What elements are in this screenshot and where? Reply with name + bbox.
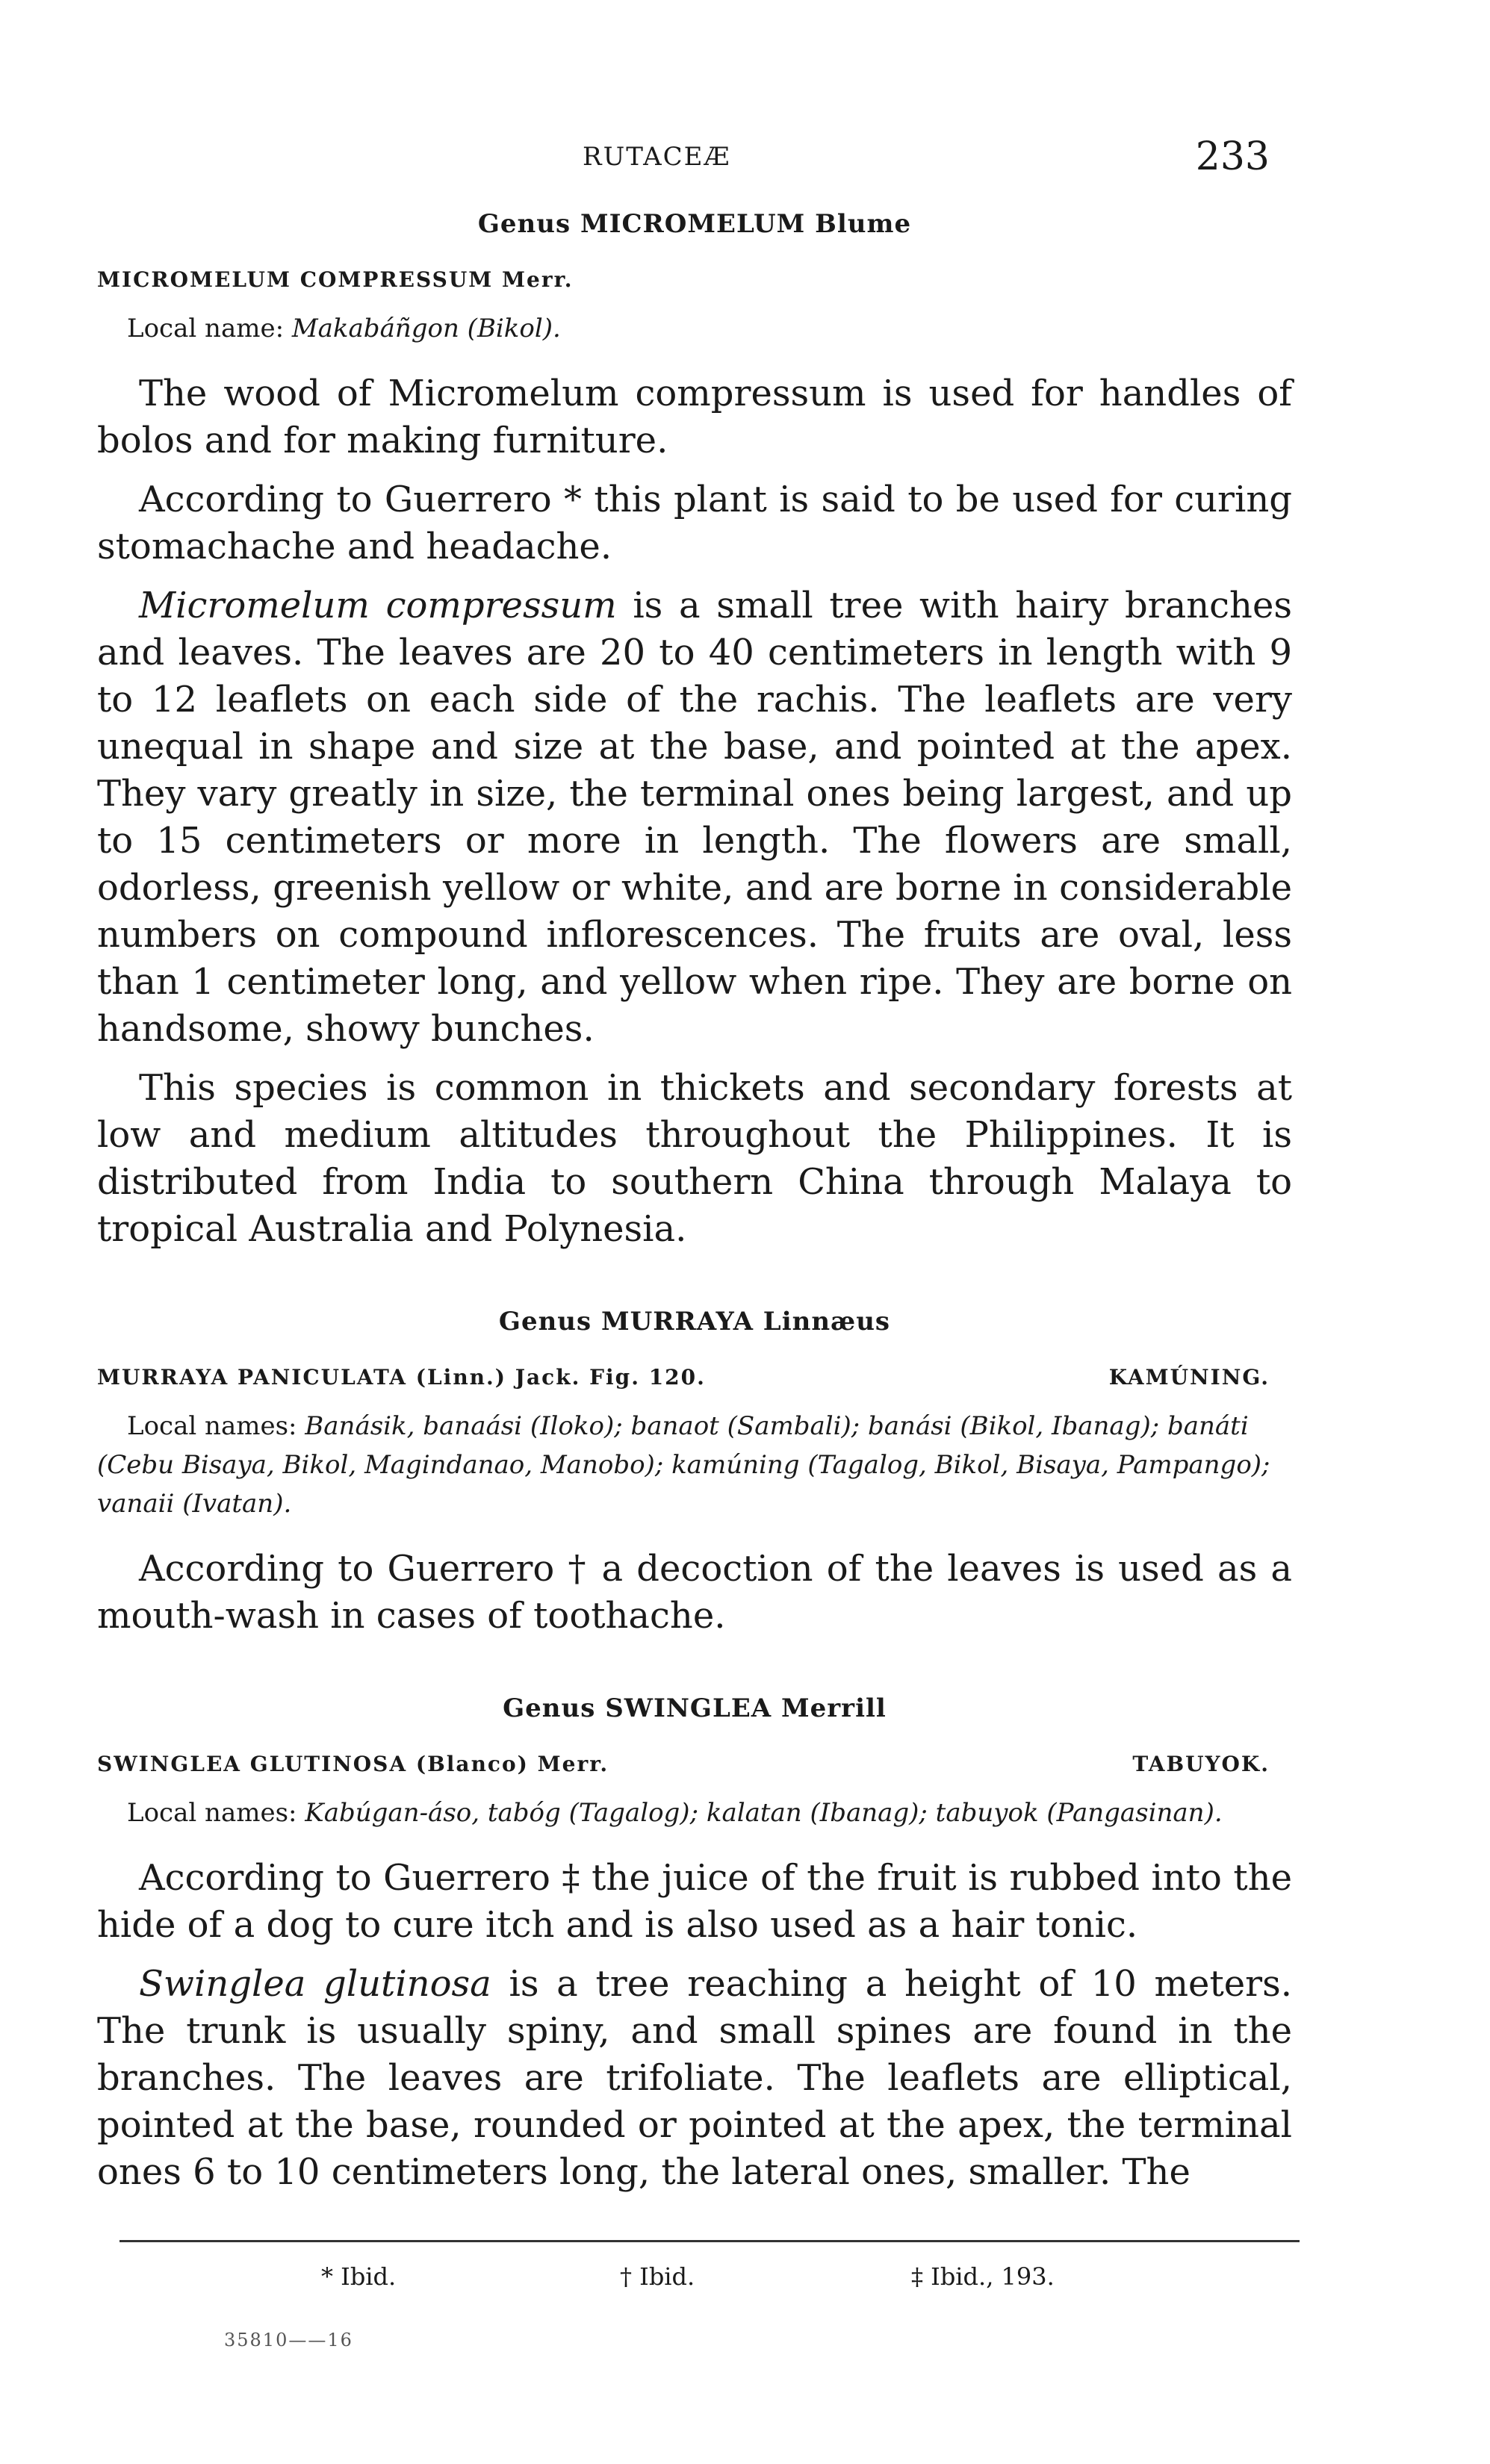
paragraph xyxy=(97,370,1292,464)
genus-heading: Genus SWINGLEA Merrill xyxy=(503,1693,887,1723)
page-body xyxy=(97,209,1292,2208)
local-names-text: Kabúgan-áso, tabóg (Tagalog); kalatan (Ibanag); tabuyok (Pangasinan). xyxy=(305,1798,1223,1828)
genus-heading: Genus MICROMELUM Blume xyxy=(477,209,912,239)
local-names-label: Local names: xyxy=(127,1798,305,1828)
printer-imprint: 35810——16 xyxy=(224,2330,353,2351)
footnote-rule xyxy=(119,2240,1300,2242)
section-murraya xyxy=(97,1307,1292,1640)
species-name: MICROMELUM COMPRESSUM Merr. xyxy=(97,267,574,292)
paragraph-lead: Swinglea glutinosa xyxy=(139,1963,491,2005)
footnote: ‡ Ibid., 193. xyxy=(911,2262,1055,2291)
local-names-label: Local name: xyxy=(127,314,292,343)
paragraph-text: The wood of Micromelum compressum is used for handles of bolos and for making furniture. xyxy=(97,373,1292,461)
book-page xyxy=(97,119,1292,2397)
page-number: 233 xyxy=(1195,134,1270,179)
paragraph xyxy=(97,582,1292,1053)
local-names xyxy=(97,309,1292,348)
species-line xyxy=(97,267,1292,297)
section-gap xyxy=(97,1652,1292,1693)
section-gap xyxy=(97,1265,1292,1307)
paragraph xyxy=(97,1546,1292,1640)
local-names xyxy=(97,1407,1292,1523)
paragraph-text: This species is common in thickets and secondary forests at low and medium altitudes throughout the Philippines. It is distributed from India to southern China through Malaya to tropical Australia and Polynesia. xyxy=(97,1067,1292,1250)
paragraph-text: According to Guerrero ‡ the juice of the fruit is rubbed into the hide of a dog to cure itch and is also used as a hair tonic. xyxy=(97,1857,1292,1946)
paragraph xyxy=(97,1855,1292,1949)
section-micromelum xyxy=(97,209,1292,1253)
local-names xyxy=(97,1793,1292,1832)
paragraph xyxy=(97,1065,1292,1253)
species-name: MURRAYA PANICULATA (Linn.) Jack. Fig. 120. xyxy=(97,1365,706,1390)
running-head: RUTACEÆ xyxy=(583,142,731,172)
local-names-label: Local names: xyxy=(127,1411,305,1441)
species-line xyxy=(97,1752,1292,1782)
local-names-text: Banásik, banaási (Iloko); banaot (Sambali); banási (Bikol, Ibanag); banáti (Cebu Bisaya, Bikol, Magindanao, Manobo); kamúning (Tagalog, Bikol, Bisaya, Pampango); vanaii (Ivatan). xyxy=(97,1411,1270,1519)
section-swinglea xyxy=(97,1693,1292,2196)
common-name: TABUYOK. xyxy=(1132,1752,1270,1776)
paragraph-text: According to Guerrero † a decoction of the leaves is used as a mouth-wash in cases of toothache. xyxy=(97,1548,1292,1637)
paragraph-lead: Micromelum compressum xyxy=(139,585,617,626)
paragraph xyxy=(97,1961,1292,2196)
page-header xyxy=(97,134,1292,187)
footnotes xyxy=(97,2262,1292,2307)
species-name: SWINGLEA GLUTINOSA (Blanco) Merr. xyxy=(97,1752,609,1776)
footnote: * Ibid. xyxy=(321,2262,397,2291)
paragraph-text: According to Guerrero * this plant is said to be used for curing stomachache and headache. xyxy=(97,479,1292,567)
common-name: KAMÚNING. xyxy=(1108,1365,1270,1390)
paragraph-text: is a small tree with hairy branches and leaves. The leaves are 20 to 40 centimeters in length with 9 to 12 leaflets on each side of the rachis. The leaflets are very unequal in shape and size at the base, and pointed at the apex. They vary greatly in size, the terminal ones being largest, and up to 15 centimeters or more in length. The flowers are small, odorless, greenish yellow or white, and are borne in considerable numbers on compound inflorescences. The fruits are oval, less than 1 centimeter long, and yellow when ripe. They are borne on handsome, showy bunches. xyxy=(97,585,1292,1050)
species-line xyxy=(97,1365,1292,1395)
genus-heading: Genus MURRAYA Linnæus xyxy=(498,1307,891,1337)
local-names-text: Makabáñgon (Bikol). xyxy=(291,314,561,343)
paragraph-text: is a tree reaching a height of 10 meters. The trunk is usually spiny, and small spines are found in the branches. The leaves are trifoliate. The leaflets are elliptical, pointed at the base, rounded or pointed at the apex, the terminal ones 6 to 10 centimeters long, the lateral ones, smaller. The xyxy=(97,1963,1292,2193)
footnote: † Ibid. xyxy=(620,2262,695,2291)
paragraph xyxy=(97,476,1292,570)
